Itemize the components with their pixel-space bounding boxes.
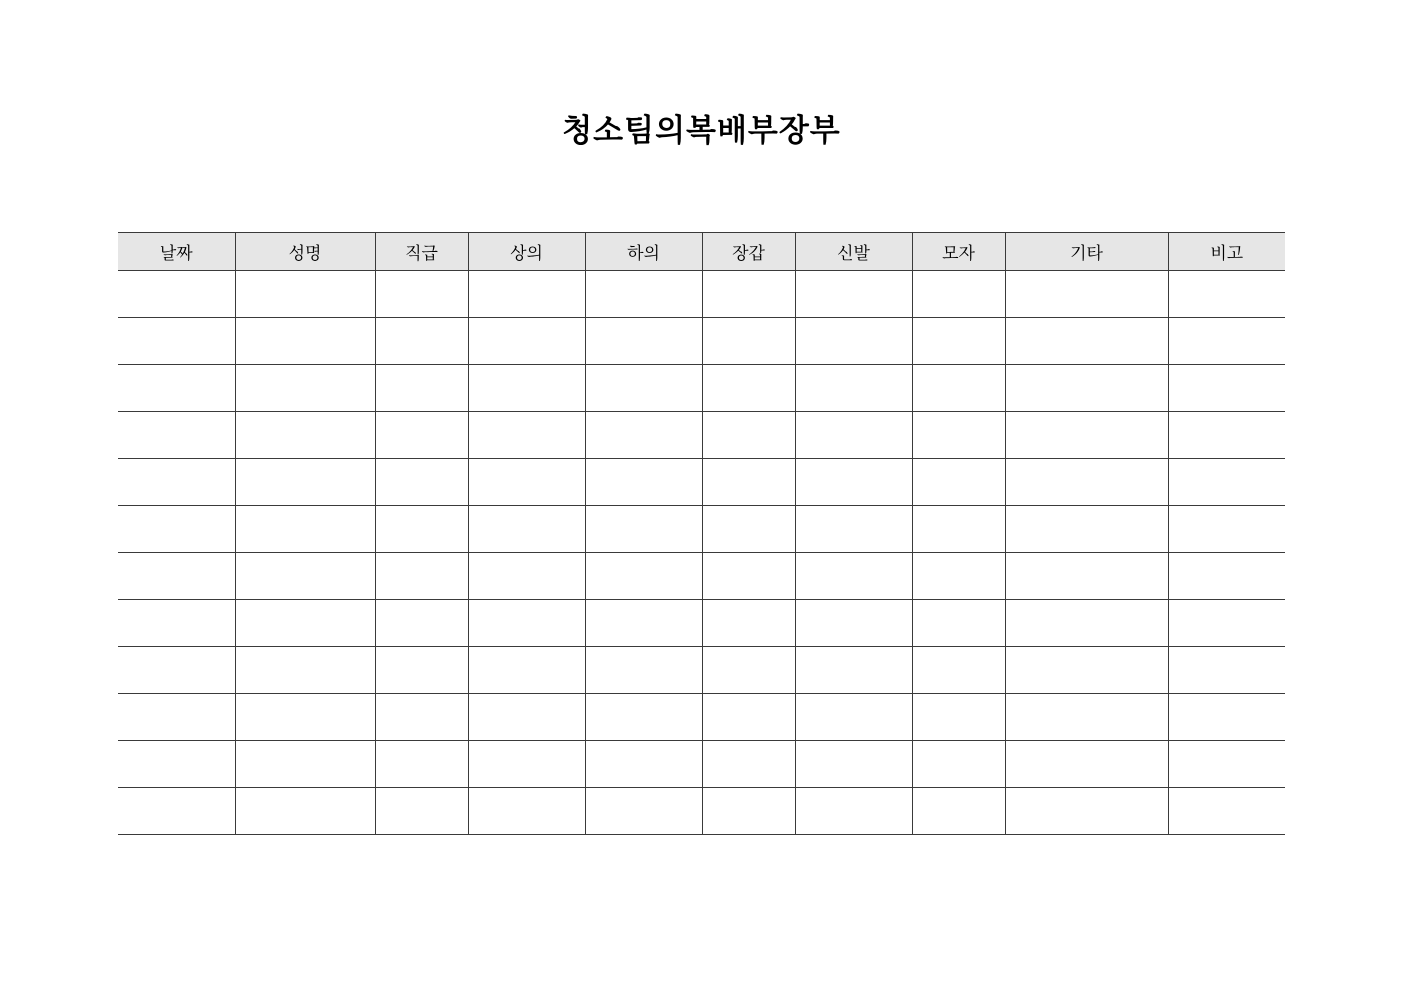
table-cell[interactable] bbox=[468, 271, 585, 318]
table-cell[interactable] bbox=[1005, 459, 1168, 506]
table-cell[interactable] bbox=[912, 318, 1005, 365]
table-cell[interactable] bbox=[468, 412, 585, 459]
table-cell[interactable] bbox=[795, 553, 912, 600]
table-cell[interactable] bbox=[235, 365, 375, 412]
table-cell[interactable] bbox=[702, 694, 795, 741]
table-cell[interactable] bbox=[468, 600, 585, 647]
table-cell[interactable] bbox=[375, 365, 468, 412]
table-cell[interactable] bbox=[912, 271, 1005, 318]
table-cell[interactable] bbox=[795, 318, 912, 365]
table-cell[interactable] bbox=[1168, 600, 1285, 647]
table-cell[interactable] bbox=[375, 271, 468, 318]
table-cell[interactable] bbox=[235, 694, 375, 741]
header-top: 상의 bbox=[468, 233, 585, 271]
table-cell[interactable] bbox=[375, 600, 468, 647]
table-cell[interactable] bbox=[702, 506, 795, 553]
table-cell[interactable] bbox=[1168, 741, 1285, 788]
table-cell[interactable] bbox=[1005, 412, 1168, 459]
table-cell[interactable] bbox=[912, 741, 1005, 788]
table-cell[interactable] bbox=[795, 365, 912, 412]
table-cell[interactable] bbox=[118, 318, 235, 365]
table-cell[interactable] bbox=[912, 506, 1005, 553]
table-cell[interactable] bbox=[585, 553, 702, 600]
table-cell[interactable] bbox=[375, 647, 468, 694]
table-cell[interactable] bbox=[585, 506, 702, 553]
table-cell[interactable] bbox=[118, 271, 235, 318]
table-cell[interactable] bbox=[1168, 459, 1285, 506]
table-cell[interactable] bbox=[912, 459, 1005, 506]
table-cell[interactable] bbox=[795, 600, 912, 647]
table-cell[interactable] bbox=[795, 271, 912, 318]
table-cell[interactable] bbox=[1005, 506, 1168, 553]
table-row bbox=[118, 788, 1285, 835]
table-row bbox=[118, 365, 1285, 412]
table-cell[interactable] bbox=[1168, 553, 1285, 600]
table-cell[interactable] bbox=[912, 412, 1005, 459]
table-cell[interactable] bbox=[1168, 694, 1285, 741]
table-cell[interactable] bbox=[585, 365, 702, 412]
table-row bbox=[118, 741, 1285, 788]
table-row bbox=[118, 553, 1285, 600]
table-header bbox=[118, 233, 1285, 271]
table-cell[interactable] bbox=[375, 553, 468, 600]
table-cell[interactable] bbox=[912, 600, 1005, 647]
table-cell[interactable] bbox=[375, 741, 468, 788]
table-cell[interactable] bbox=[702, 318, 795, 365]
header-name: 성명 bbox=[235, 233, 375, 271]
table-cell[interactable] bbox=[1168, 788, 1285, 835]
table-cell[interactable] bbox=[1168, 271, 1285, 318]
header-remarks: 비고 bbox=[1168, 233, 1285, 271]
header-bottom: 하의 bbox=[585, 233, 702, 271]
table-cell[interactable] bbox=[468, 506, 585, 553]
table-cell[interactable] bbox=[468, 694, 585, 741]
table-cell[interactable] bbox=[235, 318, 375, 365]
table-cell[interactable] bbox=[585, 412, 702, 459]
table-cell[interactable] bbox=[375, 506, 468, 553]
table-cell[interactable] bbox=[375, 459, 468, 506]
table-cell[interactable] bbox=[118, 412, 235, 459]
table-cell[interactable] bbox=[795, 506, 912, 553]
table-row bbox=[118, 318, 1285, 365]
table-cell[interactable] bbox=[118, 647, 235, 694]
table-row bbox=[118, 412, 1285, 459]
table-cell[interactable] bbox=[702, 647, 795, 694]
table-cell[interactable] bbox=[585, 271, 702, 318]
table-cell[interactable] bbox=[1005, 271, 1168, 318]
table-cell[interactable] bbox=[702, 271, 795, 318]
table-cell[interactable] bbox=[235, 647, 375, 694]
table-cell[interactable] bbox=[235, 741, 375, 788]
table-cell[interactable] bbox=[795, 459, 912, 506]
table-cell[interactable] bbox=[1005, 741, 1168, 788]
table-cell[interactable] bbox=[235, 412, 375, 459]
table-cell[interactable] bbox=[118, 788, 235, 835]
table-cell[interactable] bbox=[468, 459, 585, 506]
table-cell[interactable] bbox=[1005, 365, 1168, 412]
table-body bbox=[118, 271, 1285, 835]
table-cell[interactable] bbox=[1168, 318, 1285, 365]
table-cell[interactable] bbox=[702, 365, 795, 412]
table-cell[interactable] bbox=[118, 506, 235, 553]
table-cell[interactable] bbox=[795, 788, 912, 835]
table-cell[interactable] bbox=[235, 459, 375, 506]
table-cell[interactable] bbox=[1005, 694, 1168, 741]
header-position: 직급 bbox=[375, 233, 468, 271]
table-cell[interactable] bbox=[118, 365, 235, 412]
table-cell[interactable] bbox=[702, 553, 795, 600]
table-cell[interactable] bbox=[468, 553, 585, 600]
table-cell[interactable] bbox=[585, 600, 702, 647]
table-cell[interactable] bbox=[235, 553, 375, 600]
header-other: 기타 bbox=[1005, 233, 1168, 271]
table-cell[interactable] bbox=[585, 741, 702, 788]
table-cell[interactable] bbox=[468, 741, 585, 788]
table-row bbox=[118, 271, 1285, 318]
header-gloves: 장갑 bbox=[702, 233, 795, 271]
distribution-register-table bbox=[118, 232, 1285, 835]
table-cell[interactable] bbox=[1168, 365, 1285, 412]
table-cell[interactable] bbox=[235, 788, 375, 835]
table-cell[interactable] bbox=[468, 788, 585, 835]
table-cell[interactable] bbox=[702, 459, 795, 506]
table-cell[interactable] bbox=[1168, 647, 1285, 694]
table-cell[interactable] bbox=[1005, 553, 1168, 600]
table-cell[interactable] bbox=[702, 741, 795, 788]
table-cell[interactable] bbox=[1168, 506, 1285, 553]
table-cell[interactable] bbox=[1005, 318, 1168, 365]
table-cell[interactable] bbox=[468, 365, 585, 412]
table-cell[interactable] bbox=[795, 647, 912, 694]
table-cell[interactable] bbox=[585, 694, 702, 741]
table-row bbox=[118, 506, 1285, 553]
table-row bbox=[118, 459, 1285, 506]
table-cell[interactable] bbox=[702, 600, 795, 647]
table-cell[interactable] bbox=[585, 647, 702, 694]
table-cell[interactable] bbox=[912, 553, 1005, 600]
table-cell[interactable] bbox=[375, 318, 468, 365]
table-cell[interactable] bbox=[912, 788, 1005, 835]
table-cell[interactable] bbox=[795, 412, 912, 459]
table-cell[interactable] bbox=[375, 694, 468, 741]
table-cell[interactable] bbox=[585, 459, 702, 506]
table-cell[interactable] bbox=[795, 741, 912, 788]
table-cell[interactable] bbox=[235, 600, 375, 647]
table-cell[interactable] bbox=[912, 647, 1005, 694]
table-cell[interactable] bbox=[1005, 788, 1168, 835]
table-cell[interactable] bbox=[1005, 600, 1168, 647]
table-cell[interactable] bbox=[118, 600, 235, 647]
header-date: 날짜 bbox=[118, 233, 235, 271]
table-cell[interactable] bbox=[375, 788, 468, 835]
table-cell[interactable] bbox=[118, 694, 235, 741]
table-cell[interactable] bbox=[912, 694, 1005, 741]
table-cell[interactable] bbox=[118, 459, 235, 506]
table-cell[interactable] bbox=[235, 506, 375, 553]
table-cell[interactable] bbox=[1005, 647, 1168, 694]
document-title: 청소팀의복배부장부 bbox=[562, 113, 841, 149]
table-cell[interactable] bbox=[235, 271, 375, 318]
table-cell[interactable] bbox=[702, 412, 795, 459]
table-row bbox=[118, 694, 1285, 741]
table-cell[interactable] bbox=[375, 412, 468, 459]
table-cell[interactable] bbox=[1168, 412, 1285, 459]
table-cell[interactable] bbox=[795, 694, 912, 741]
table-cell[interactable] bbox=[118, 553, 235, 600]
table-cell[interactable] bbox=[468, 647, 585, 694]
header-row bbox=[118, 233, 1285, 271]
table-row bbox=[118, 647, 1285, 694]
table-cell[interactable] bbox=[912, 365, 1005, 412]
table-cell[interactable] bbox=[702, 788, 795, 835]
table-row bbox=[118, 600, 1285, 647]
table-cell[interactable] bbox=[118, 741, 235, 788]
table-cell[interactable] bbox=[468, 318, 585, 365]
header-hat: 모자 bbox=[912, 233, 1005, 271]
table-cell[interactable] bbox=[585, 788, 702, 835]
header-shoes: 신발 bbox=[795, 233, 912, 271]
table-cell[interactable] bbox=[585, 318, 702, 365]
